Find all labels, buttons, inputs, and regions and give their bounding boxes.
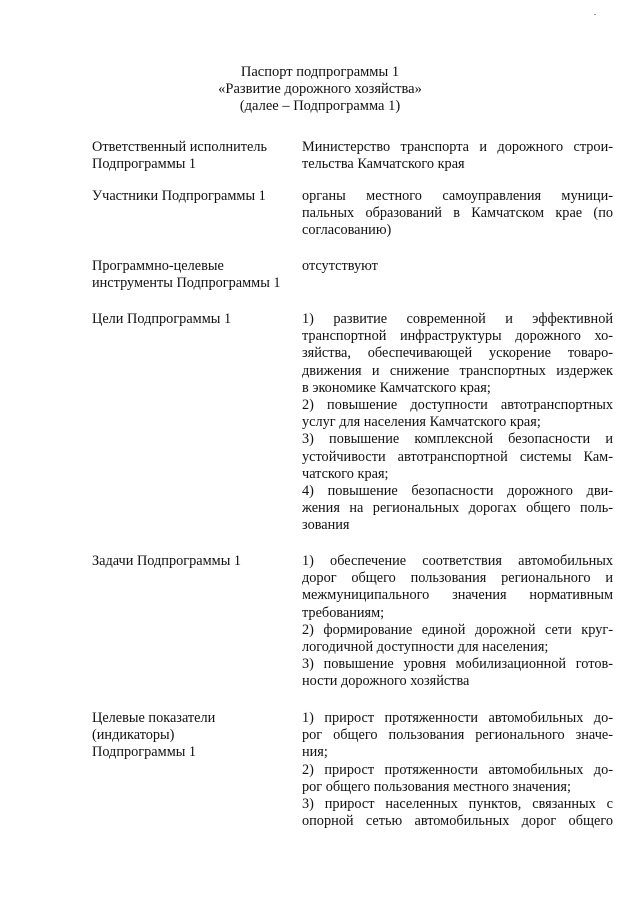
row-label (92, 710, 292, 762)
row-label (92, 188, 292, 205)
value-line: чатского края; (302, 465, 389, 482)
document-title (0, 64, 640, 115)
row-value (302, 710, 613, 830)
row-value (302, 188, 613, 240)
value-line: опорной сетью автомобильных дорог общего (302, 813, 613, 830)
row-value (302, 258, 613, 275)
value-line: 3) повышение уровня мобилизационной готов- (302, 656, 613, 673)
value-line: 2) формирование единой дорожной сети круг- (302, 621, 613, 638)
value-line: жения на региональных дорогах общего поль- (302, 500, 613, 517)
value-line: рог общего пользования местного значения; (302, 778, 571, 795)
value-line: движения и снижение транспортных издержек (302, 362, 613, 379)
scan-speck (594, 14, 596, 15)
value-line: 2) прирост протяженности автомобильных до- (302, 761, 613, 778)
value-line: органы местного самоуправления муници- (302, 188, 613, 204)
label-line: инструменты Подпрограммы 1 (92, 275, 281, 292)
title-line-2: «Развитие дорожного хозяйства» (218, 81, 422, 97)
value-line: 2) повышение доступности автотранспортных (302, 397, 613, 414)
row-label (92, 553, 292, 570)
label-line: Программно-целевые (92, 258, 224, 274)
value-line: Министерство транспорта и дорожного строи- (302, 139, 613, 155)
row-value (302, 139, 613, 173)
value-line: отсутствуют (302, 258, 378, 274)
value-line: межмуниципального значения нормативным (302, 587, 613, 604)
value-line: логодичной доступности для населения; (302, 639, 549, 656)
title-line-3: (далее – Подпрограмма 1) (239, 98, 401, 114)
row-label (92, 139, 292, 173)
row-value (302, 311, 613, 535)
value-line: зования (302, 517, 350, 534)
value-line: согласованию) (302, 222, 392, 239)
label-line: Задачи Подпрограммы 1 (92, 553, 242, 569)
value-line: рог общего пользования регионального значе- (302, 727, 613, 744)
label-line: Ответственный исполнитель (92, 139, 268, 155)
row-label (92, 258, 292, 292)
value-line: 3) прирост населенных пунктов, связанных с (302, 796, 613, 813)
value-line: устойчивости автотранспортной системы Кам- (302, 448, 613, 465)
row-value (302, 553, 613, 691)
value-line: пальных образований в Камчатском крае (по (302, 205, 613, 222)
value-line: ния; (302, 744, 328, 761)
value-line: дорог общего пользования регионального и (302, 570, 613, 587)
row-label (92, 311, 292, 328)
value-line: зяйства, обеспечивающей ускорение товаро- (302, 345, 613, 362)
label-line: Целевые показатели (92, 710, 216, 726)
label-line: Цели Подпрограммы 1 (92, 311, 232, 327)
value-line: 3) повышение комплексной безопасности и (302, 431, 613, 448)
value-line: 4) повышение безопасности дорожного дви- (302, 483, 613, 500)
value-line: требованиям; (302, 604, 385, 621)
value-line: в экономике Камчатского края; (302, 379, 491, 396)
label-line: Подпрограммы 1 (92, 744, 197, 761)
value-line: транспортной инфраструктуры дорожного хо- (302, 328, 613, 345)
value-line: тельства Камчатского края (302, 156, 465, 173)
label-line: Участники Подпрограммы 1 (92, 188, 266, 204)
value-line: 1) обеспечение соответствия автомобильных (302, 553, 613, 569)
value-line: услуг для населения Камчатского края; (302, 414, 541, 431)
value-line: ности дорожного хозяйства (302, 673, 470, 690)
label-line: Подпрограммы 1 (92, 156, 197, 173)
label-line: (индикаторы) (92, 727, 175, 744)
title-line-1: Паспорт подпрограммы 1 (240, 64, 400, 80)
value-line: 1) развитие современной и эффективной (302, 311, 613, 327)
value-line: 1) прирост протяженности автомобильных до- (302, 710, 613, 726)
